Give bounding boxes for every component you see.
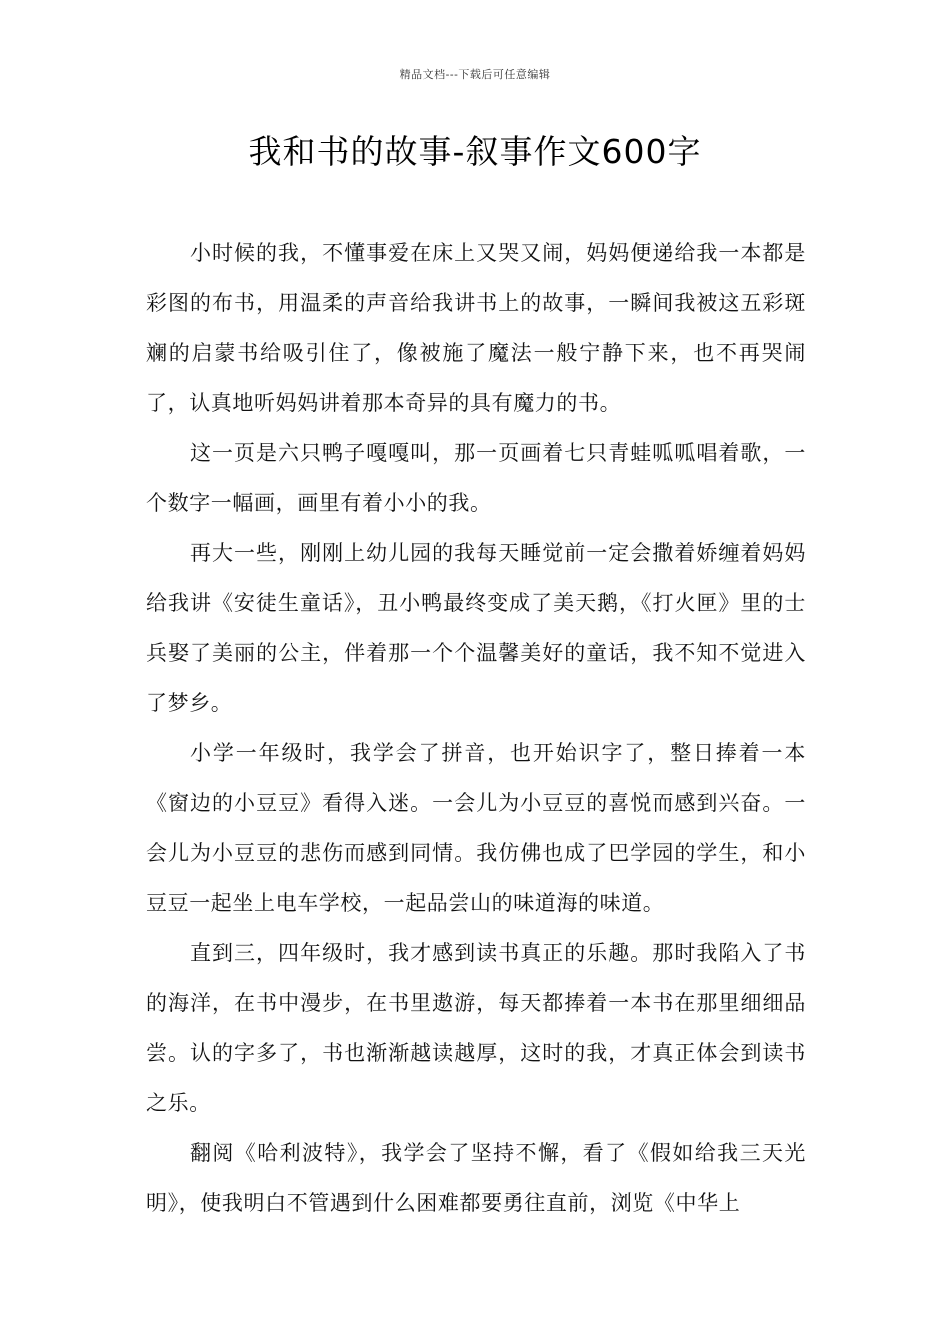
paragraph-5: 直到三，四年级时，我才感到读书真正的乐趣。那时我陷入了书的海洋，在书中漫步，在书里遨游，每天都捧着一本书在那里细细品尝。认的字多了，书也渐渐越读越厚，这时的我，才真正体会到读书之乐。 (146, 941, 806, 1115)
paragraph-6: 翻阅《哈利波特》，我学会了坚持不懈，看了《假如给我三天光明》，使我明白不管遇到什么困难都要勇往直前，浏览《中华上 (146, 1141, 806, 1215)
paragraph-2: 这一页是六只鸭子嘎嘎叫，那一页画着七只青蛙呱呱唱着歌，一个数字一幅画，画里有着小小的我。 (146, 441, 806, 515)
paragraph-1: 小时候的我，不懂事爱在床上又哭又闹，妈妈便递给我一本都是彩图的布书，用温柔的声音给我讲书上的故事，一瞬间我被这五彩斑斓的启蒙书给吸引住了，像被施了魔法一般宁静下来，也不再哭闹了，认真地听妈妈讲着那本奇异的具有魔力的书。 (146, 241, 806, 415)
document-body (146, 228, 806, 1228)
header-note: 精品文档---下载后可任意编辑 (399, 68, 551, 81)
paragraph-3: 再大一些，刚刚上幼儿园的我每天睡觉前一定会撒着娇缠着妈妈给我讲《安徒生童话》，丑小鸭最终变成了美天鹅，《打火匣》里的士兵娶了美丽的公主，伴着那一个个温馨美好的童话，我不知不觉进入了梦乡。 (146, 541, 806, 715)
document-title: 我和书的故事-叙事作文600字 (248, 132, 702, 171)
paragraph-4: 小学一年级时，我学会了拼音，也开始识字了，整日捧着一本《窗边的小豆豆》看得入迷。一会儿为小豆豆的喜悦而感到兴奋。一会儿为小豆豆的悲伤而感到同情。我仿佛也成了巴学园的学生，和小豆豆一起坐上电车学校，一起品尝山的味道海的味道。 (146, 741, 806, 915)
